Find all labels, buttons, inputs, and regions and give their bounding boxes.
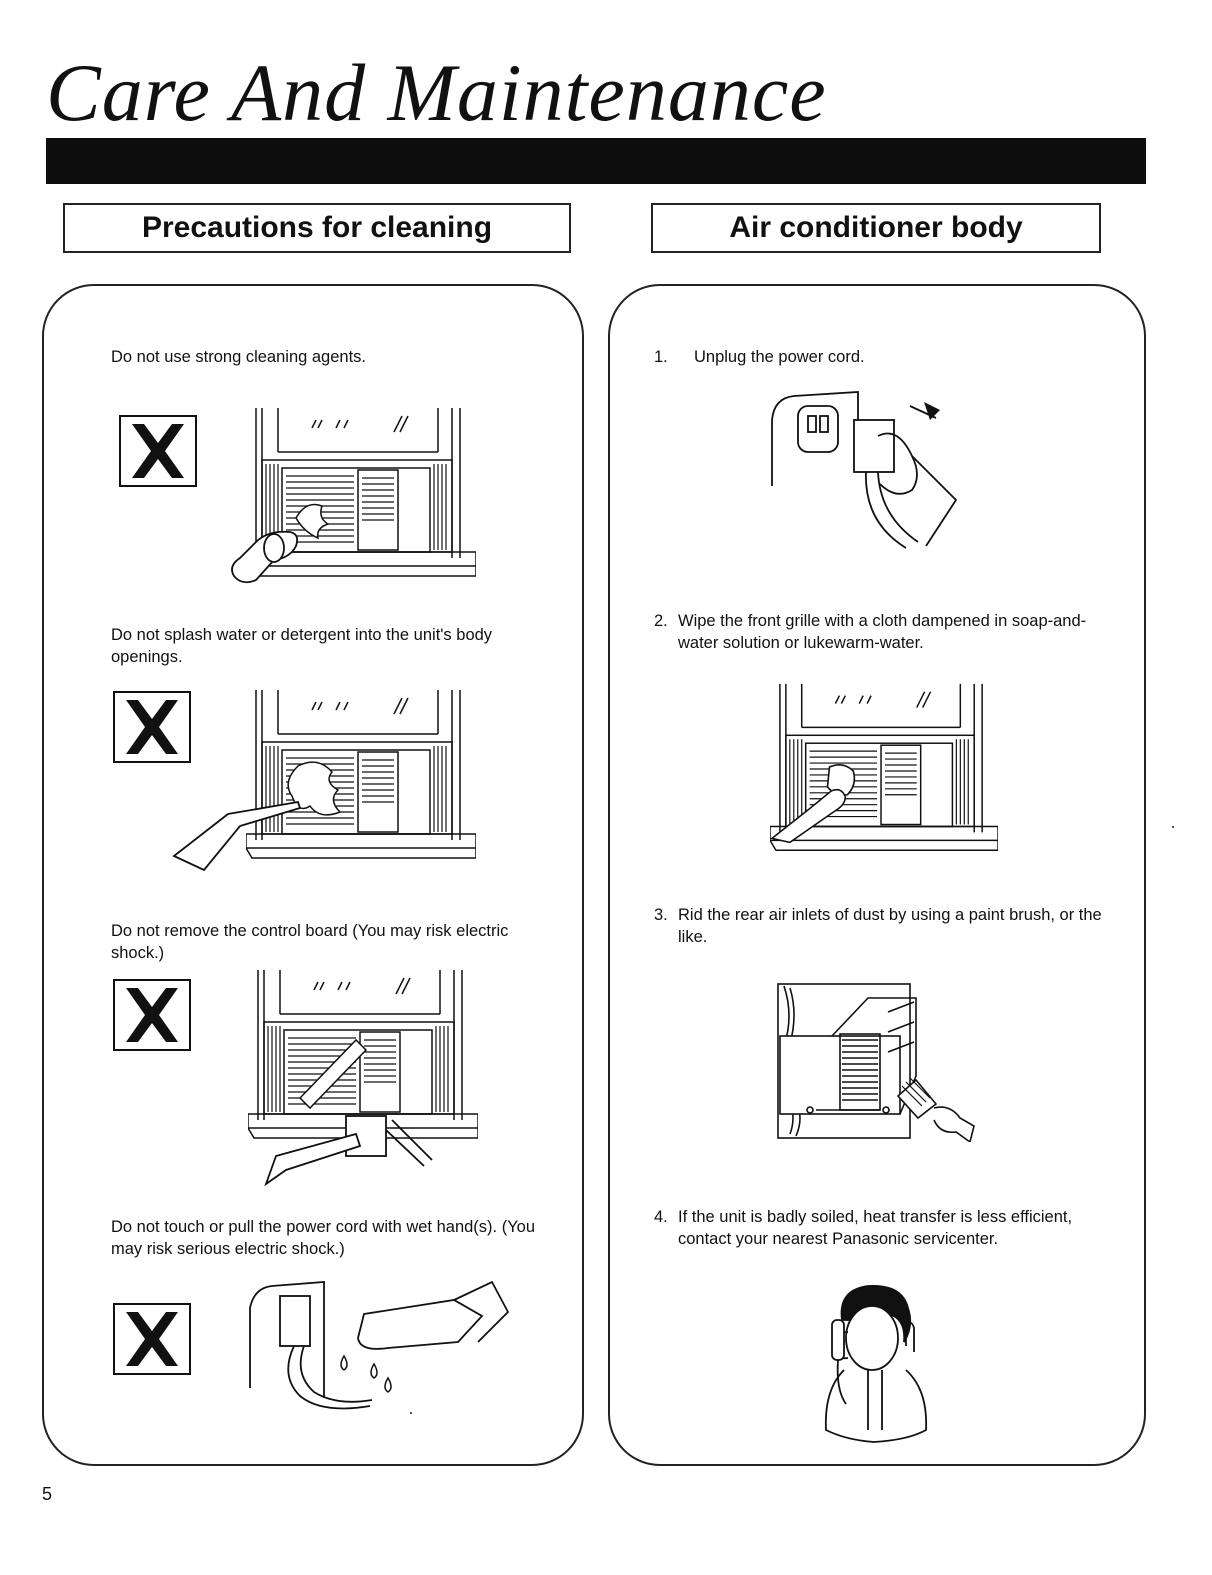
precaution-control-board-text: Do not remove the control board (You may risk electric shock.): [111, 922, 509, 962]
step-1: [654, 346, 1114, 368]
splash-water-illustration: [168, 690, 478, 876]
page-number: 5: [42, 1484, 53, 1504]
wipe-front-grille-illustration: [770, 682, 998, 854]
precaution-splash-water-text: Do not splash water or detergent into the unit's body openings.: [111, 626, 493, 666]
section-heading-air-conditioner-body: Air conditioner body: [651, 203, 1101, 253]
rear-air-inlets-brush-illustration: [776, 980, 986, 1142]
section-heading-precautions: Precautions for cleaning: [63, 203, 571, 253]
step-4: [654, 1206, 1124, 1250]
prohibited-x-icon: [112, 978, 192, 1052]
page-title: Care And Maintenance: [46, 47, 827, 138]
step-number: 2.: [654, 612, 668, 630]
step-3: [654, 904, 1124, 948]
title-rule-bar: [46, 138, 1146, 184]
step-number: 3.: [654, 906, 668, 924]
step-text: Unplug the power cord.: [694, 348, 865, 366]
prohibited-x-icon: [112, 1302, 192, 1376]
unplug-power-cord-illustration: [768, 390, 998, 550]
step-text: If the unit is badly soiled, heat transfer is less efficient, contact your nearest Panasonic servicenter.: [678, 1208, 1073, 1248]
precaution-wet-hands-text: Do not touch or pull the power cord with wet hand(s). (You may risk serious electric shock.): [111, 1218, 536, 1258]
step-text: Wipe the front grille with a cloth dampened in soap-and-water solution or lukewarm-water.: [678, 612, 1087, 652]
phone-servicenter-illustration: [818, 1280, 928, 1444]
step-text: Rid the rear air inlets of dust by using a paint brush, or the like.: [678, 906, 1102, 946]
cleaning-agent-spray-illustration: [196, 408, 478, 608]
step-number: 4.: [654, 1208, 668, 1226]
scan-speck: [410, 1412, 412, 1414]
precaution-strong-agents-text: Do not use strong cleaning agents.: [111, 348, 367, 366]
step-number: 1.: [654, 348, 668, 366]
prohibited-x-icon: [118, 414, 198, 488]
wet-hands-cord-illustration: [244, 1278, 514, 1428]
remove-control-board-illustration: [246, 970, 478, 1192]
scan-speck: [1172, 826, 1174, 828]
step-2: [654, 610, 1124, 654]
